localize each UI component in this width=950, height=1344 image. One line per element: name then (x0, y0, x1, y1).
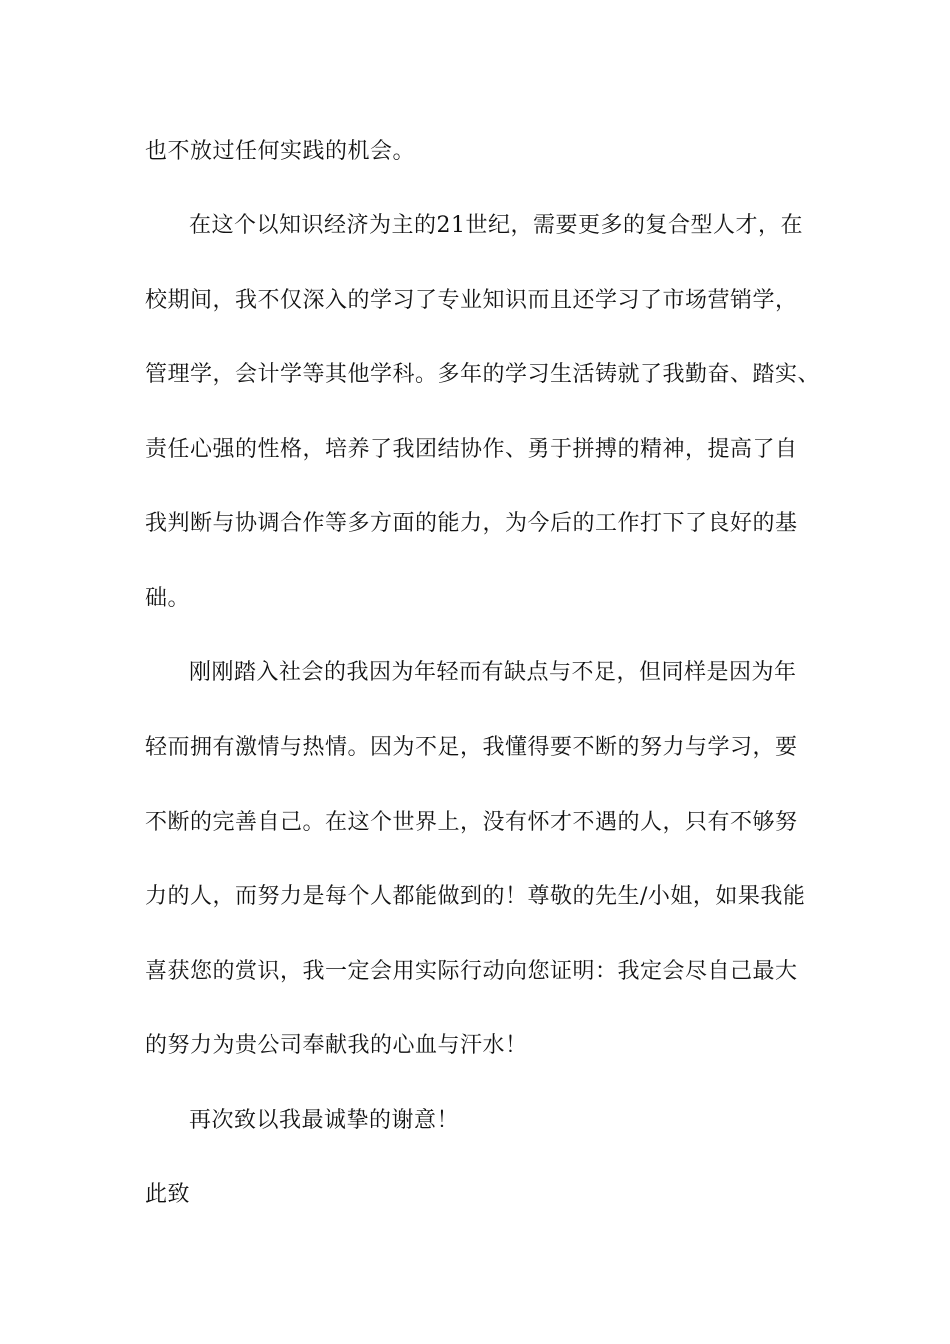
paragraph-line: 力的人，而努力是每个人都能做到的！尊敬的先生/小姐，如果我能 (145, 884, 806, 909)
paragraph-line: 喜获您的赏识，我一定会用实际行动向您证明：我定会尽自己最大 (145, 959, 798, 984)
paragraph-line: 不断的完善自己。在这个世界上，没有怀才不遇的人，只有不够努 (145, 810, 798, 835)
paragraph-line: 再次致以我最诚挚的谢意！ (189, 1108, 460, 1133)
paragraph-line: 管理学，会计学等其他学科。多年的学习生活铸就了我勤奋、踏实、 (145, 362, 821, 387)
paragraph-line: 的努力为贵公司奉献我的心血与汗水！ (145, 1033, 528, 1058)
paragraph-line: 础。 (145, 586, 191, 611)
paragraph-line: 校期间，我不仅深入的学习了专业知识而且还学习了市场营销学， (145, 288, 798, 313)
paragraph-line: 在这个以知识经济为主的21世纪，需要更多的复合型人才，在 (189, 213, 803, 238)
paragraph-line: 责任心强的性格，培养了我团结协作、勇于拼搏的精神，提高了自 (145, 437, 798, 462)
paragraph-line: 轻而拥有激情与热情。因为不足，我懂得要不断的努力与学习，要 (145, 735, 798, 760)
paragraph-line: 刚刚踏入社会的我因为年轻而有缺点与不足，但同样是因为年 (189, 660, 797, 685)
closing-line: 此致 (145, 1182, 191, 1207)
paragraph-line: 我判断与协调合作等多方面的能力，为今后的工作打下了良好的基 (145, 511, 798, 536)
paragraph-line: 也不放过任何实践的机会。 (145, 139, 416, 164)
